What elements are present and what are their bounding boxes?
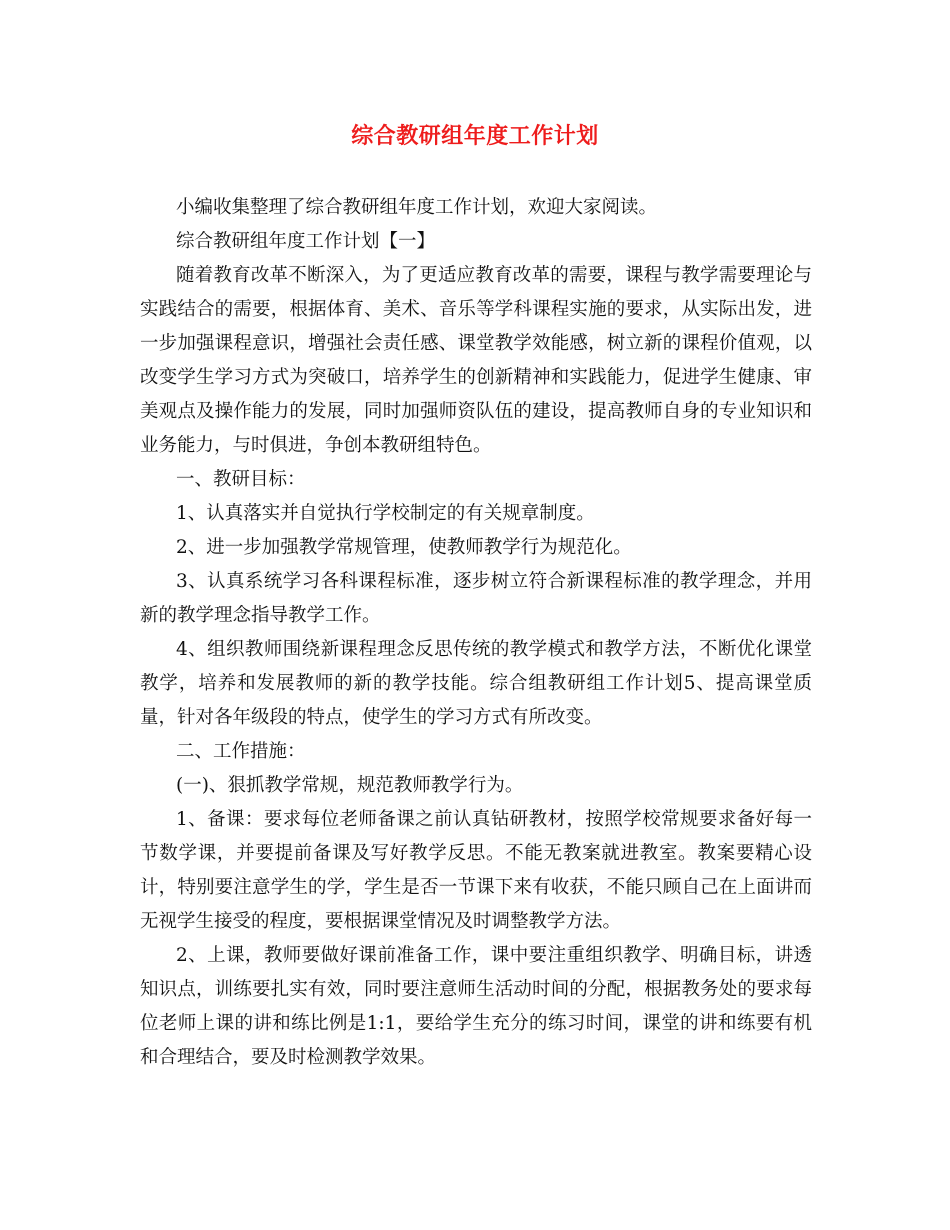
goal-item-3: 3、认真系统学习各科课程标准，逐步树立符合新课程标准的教学理念，并用新的教学理念指导教学工作。 xyxy=(140,571,812,626)
goal-item-2: 2、进一步加强教学常规管理，使教师教学行为规范化。 xyxy=(176,537,632,558)
document-body xyxy=(140,191,812,1075)
measure-item-1: 1、备课：要求每位老师备课之前认真钻研教材，按照学校常规要求备好每一节数学课，并要提前备课及写好教学反思。不能无教案就进教室。教案要精心设计，特别要注意学生的学，学生是否一节课下来有收获，不能只顾自己在上面讲而无视学生接受的程度，要根据课堂情况及时调整教学方法。 xyxy=(140,809,812,932)
goal-item-4: 4、组织教师围绕新课程理念反思传统的教学模式和教学方法，不断优化课堂教学，培养和发展教师的新的教学技能。综合组教研组工作计划5、提高课堂质量，针对各年级段的特点，使学生的学习方式有所改变。 xyxy=(140,639,812,728)
goal-item-1: 1、认真落实并自觉执行学校制定的有关规章制度。 xyxy=(176,503,595,524)
measure-item-2: 2、上课，教师要做好课前准备工作，课中要注重组织教学、明确目标，讲透知识点，训练要扎实有效，同时要注意师生活动时间的分配，根据教务处的要求每位老师上课的讲和练比例是1:1，要给学生充分的练习时间，课堂的讲和练要有机和合理结合，要及时检测教学效果。 xyxy=(140,945,812,1068)
subheading-teaching-routine: (一)、狠抓教学常规，规范教师教学行为。 xyxy=(176,775,524,796)
paragraph-background: 随着教育改革不断深入，为了更适应教育改革的需要，课程与教学需要理论与实践结合的需要，根据体育、美术、音乐等学科课程实施的要求，从实际出发，进一步加强课程意识，增强社会责任感、课堂教学效能感，树立新的课程价值观，以改变学生学习方式为突破口，培养学生的创新精神和实践能力，促进学生健康、审美观点及操作能力的发展，同时加强师资队伍的建设，提高教师自身的专业知识和业务能力，与时俱进，争创本教研组特色。 xyxy=(140,265,812,456)
heading-work-measures: 二、工作措施： xyxy=(176,741,306,762)
heading-research-goals: 一、教研目标： xyxy=(176,469,306,490)
paragraph-intro: 小编收集整理了综合教研组年度工作计划，欢迎大家阅读。 xyxy=(176,197,658,218)
paragraph-section-heading: 综合教研组年度工作计划【一】 xyxy=(176,231,436,252)
document-title: 综合教研组年度工作计划 xyxy=(351,123,599,149)
